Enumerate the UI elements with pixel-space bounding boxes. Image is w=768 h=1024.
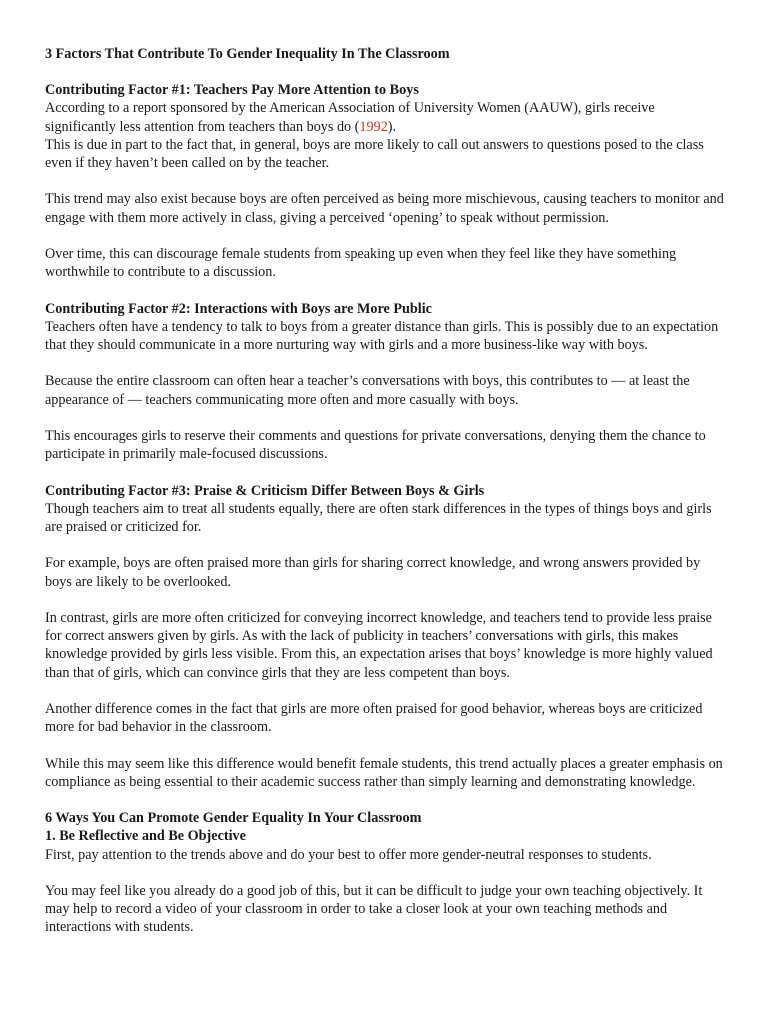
ways-section [45, 809, 728, 936]
citation-link-1992[interactable]: 1992 [359, 118, 388, 135]
factor2-paragraph-2: Because the entire classroom can often hear a teacher’s conversations with boys, this contributes to — at least the appearance of — teachers communicating more often and more casually with boys. [45, 373, 690, 408]
ways-heading: 6 Ways You Can Promote Gender Equality In Your Classroom [45, 810, 422, 827]
factor2-paragraph-1: Teachers often have a tendency to talk to boys from a greater distance than girls. This is possibly due to an expectation that they should communicate in a more nurturing way with girls and a more business-like way with boys. [45, 318, 719, 353]
factor1-p1-text: According to a report sponsored by the American Association of University Women (AAUW), girls receive significantly less attention from teachers than boys do ( [45, 100, 655, 135]
factor3-paragraph-2: For example, boys are often praised more than girls for sharing correct knowledge, and wrong answers provided by boys are likely to be overlooked. [45, 555, 701, 590]
factor2-heading: Contributing Factor #2: Interactions with Boys are More Public [45, 300, 432, 317]
factor3-paragraph-5: While this may seem like this difference would benefit female students, this trend actually places a greater emphasis on compliance as being essential to their academic success rather than simply learning and demonstrating knowledge. [45, 755, 723, 790]
ways-paragraph-2: You may feel like you already do a good job of this, but it can be difficult to judge your own teaching objectively. It may help to record a video of your classroom in order to take a closer look at your own teaching methods and interactions with students. [45, 882, 703, 936]
document-title: 3 Factors That Contribute To Gender Inequality In The Classroom [45, 46, 450, 62]
factor3-paragraph-1: Though teachers aim to treat all students equally, there are often stark differences in the types of things boys and girls are praised or criticized for. [45, 500, 712, 535]
ways-subheading-1: 1. Be Reflective and Be Objective [45, 828, 246, 845]
factor1-paragraph-1 [45, 99, 728, 135]
factor3-paragraph-4: Another difference comes in the fact that girls are more often praised for good behavior, whereas boys are criticized more for bad behavior in the classroom. [45, 700, 703, 736]
factor3-heading: Contributing Factor #3: Praise & Criticism Differ Between Boys & Girls [45, 482, 485, 499]
factor1-paragraph-4: Over time, this can discourage female students from speaking up even when they feel like they have something worthwhile to contribute to a discussion. [45, 246, 677, 281]
factor2-paragraph-3: This encourages girls to reserve their comments and questions for private conversations, denying them the chance to participate in primarily male-focused discussions. [45, 427, 706, 463]
factor3-section [45, 482, 728, 791]
factor1-paragraph-3: This trend may also exist because boys are often perceived as being more mischievous, causing teachers to monitor and engage with them more actively in class, giving a perceived ‘opening’ to speak without permission. [45, 191, 724, 226]
ways-paragraph-1: First, pay attention to the trends above and do your best to offer more gender-neutral responses to students. [45, 846, 652, 863]
factor2-section [45, 300, 728, 464]
factor1-paragraph-2: This is due in part to the fact that, in general, boys are more likely to call out answers to questions posed to the class even if they haven’t been called on by the teacher. [45, 136, 704, 172]
factor1-section [45, 81, 728, 281]
factor1-p1-end: ). [387, 118, 397, 135]
factor1-heading: Contributing Factor #1: Teachers Pay More Attention to Boys [45, 82, 419, 99]
factor3-paragraph-3: In contrast, girls are more often criticized for conveying incorrect knowledge, and teachers tend to provide less praise for correct answers given by girls. As with the lack of publicity in teachers’ conversations with girls, this makes knowledge provided by girls less visible. From this, an expectation arises that boys’ knowledge is more highly valued than that of girls, which can convince girls that they are less competent than boys. [45, 609, 713, 681]
